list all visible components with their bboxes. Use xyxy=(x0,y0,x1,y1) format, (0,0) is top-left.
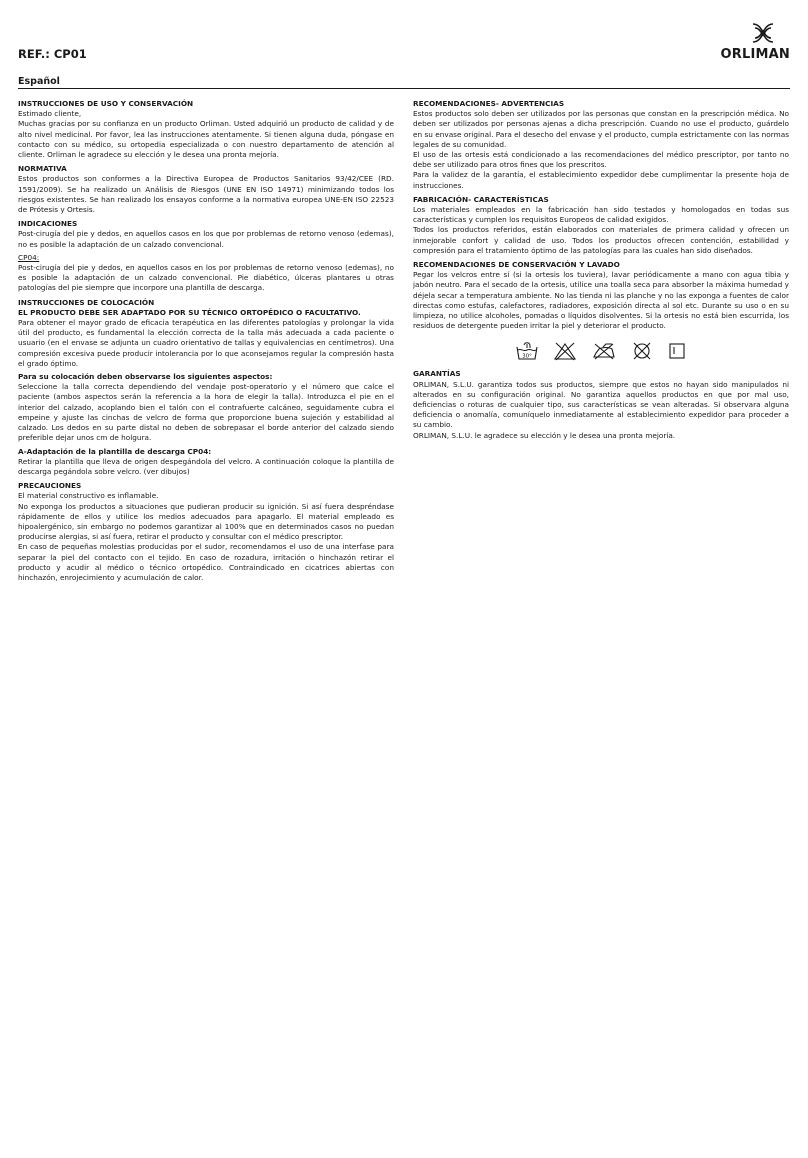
greeting: Estimado cliente, xyxy=(18,109,82,119)
section-title-indicaciones: INDICACIONES xyxy=(18,219,78,229)
section-colocacion xyxy=(18,298,394,477)
wash-temperature: 30° xyxy=(522,353,532,360)
section-title-colocacion: INSTRUCCIONES DE COLOCACIÓN xyxy=(18,297,155,307)
section-title-lavado: RECOMENDACIONES DE CONSERVACIÓN Y LAVADO xyxy=(413,260,620,270)
left-column xyxy=(18,99,394,587)
paragraph-garantias-2: ORLIMAN, S.L.U. le agradece su elección y le desea una pronta mejoría. xyxy=(413,430,676,440)
section-indicaciones xyxy=(18,219,394,293)
paragraph-precauciones-2: No exponga los productos a situaciones que pudieran producir su ignición. Si así fuera despréndase rápidamente de ellos y utilice los medios adecuados para apagarlo. El material empleado es hipoalergénico, sin embargo no podemos garantizar al 100% que en determinados casos no puedan producirse alergias, si así fuera, retirar el producto y consultar con el médico prescriptor. xyxy=(18,501,394,542)
section-title-normativa: NORMATIVA xyxy=(18,164,67,174)
paragraph-fabricacion-1: Los materiales empleados en la fabricación han sido testados y homologados en todas sus características y cumplen los requisitos Europeos de calidad exigidos. xyxy=(413,205,789,225)
section-garantias xyxy=(413,369,789,440)
section-uso xyxy=(18,99,394,160)
section-fabricacion xyxy=(413,195,789,256)
section-title-garantias: GARANTÍAS xyxy=(413,369,461,379)
no-dry-clean-icon xyxy=(631,341,653,361)
colocacion-subtitle: EL PRODUCTO DEBE SER ADAPTADO POR SU TÉCNICO ORTOPÉDICO O FACULTATIVO. xyxy=(18,307,361,317)
paragraph-aspects: Seleccione la talla correcta dependiendo del vendaje post-operatorio y el número que calce el paciente (ambos aspectos serán la referencia a la hora de elegir la talla). Introduzca el pie en el interior del calzado, acoplando bien el talón con el contrafuerte calcáneo, seguidamente cubra el empeine y ajuste las cinchas de velcro de forma que proporcione buena sujeción y estabilidad al calzado. Los dedos en su parte distal no deben de sobrepasar el borde anterior del calzado siendo preferible dejar unos cm de holgura. xyxy=(18,382,394,443)
paragraph-cp04: Post-cirugía del pie y dedos, en aquellos casos en los por problemas de retorno venoso (edemas), no es posible la adaptación de un calzado convencional. Pie diabético, úlceras plantares u otras patologías del pie siempre que incorpore una plantilla de descarga. xyxy=(18,263,394,293)
paragraph-colocacion: Para obtener el mayor grado de eficacia terapéutica en las diferentes patologías y prolongar la vida útil del producto, es fundamental la elección correcta de la talla más adecuada a cada paciente o usuario (en el envase se adjunta un cuadro orientativo de tallas y equivalencias en centímetros). Una compresión excesiva puede producir intolerancia por lo que aconsejamos regular la compresión hasta el grado óptimo. xyxy=(18,318,394,368)
paragraph-adapt: Retirar la plantilla que lleva de origen despegándola del velcro. A continuación coloque la plantilla de descarga pegándola sobre velcro. (ver dibujos) xyxy=(18,456,394,476)
orliman-logo xyxy=(710,22,790,66)
adapt-title: A-Adaptación de la plantilla de descarga CP04: xyxy=(18,446,212,456)
section-lavado xyxy=(413,260,789,361)
paragraph-recomendaciones-3: Para la validez de la garantía, el establecimiento expedidor debe cumplimentar la presente hoja de instrucciones. xyxy=(413,170,789,190)
language-heading: Español xyxy=(18,76,60,87)
orliman-logo-mark-icon xyxy=(750,22,776,44)
paragraph-recomendaciones-2: El uso de las ortesis está condicionado a las recomendaciones del médico prescriptor, por tanto no debe ser utilizado para otros fines que los prescritos. xyxy=(413,150,789,170)
paragraph-fabricacion-2: Todos los productos referidos, están elaborados con materiales de primera calidad y ofrecen un inmejorable confort y calidad de uso. Todos los productos ofrecen contención, estabilidad y compresión para el tratamiento óptimo de las patologías para las cuales han sido diseñados. xyxy=(413,225,789,255)
line-dry-icon xyxy=(667,341,687,361)
reference-code: REF.: CP01 xyxy=(18,47,87,61)
section-precauciones xyxy=(18,481,394,583)
paragraph-precauciones-1: El material constructivo es inflamable. xyxy=(18,491,159,501)
paragraph-recomendaciones-1: Estos productos solo deben ser utilizados por las personas que constan en la prescripción médica. No deben ser utilizados por personas ajenas a dicha prescripción. Cuando no use el producto, guárdelo en su envase original. Para el desecho del envase y el producto, cumpla estrictamente con las normas legales de su comunidad. xyxy=(413,109,789,149)
section-title-recomendaciones: RECOMENDACIONES- ADVERTENCIAS xyxy=(413,99,565,108)
paragraph-precauciones-3: En caso de pequeñas molestias producidas por el sudor, recomendamos el uso de una interfase para separar la piel del contacto con el tejido. En caso de rozadura, irritación o hinchazón retirar el producto y acudir al médico o técnico ortopédico. Contraindicado en cicatrices abiertas con hinchazón, enrojecimiento y acumulación de calor. xyxy=(18,542,394,582)
brand-name: ORLIMAN xyxy=(720,47,790,62)
hand-wash-30-icon xyxy=(515,341,539,361)
paragraph-garantias-1: ORLIMAN, S.L.U. garantiza todos sus productos, siempre que estos no hayan sido manipulados ni alterados en su configuración original. No garantiza aquellos productos en que por mal uso, deficiencias o roturas de cualquier tipo, sus características se vean alteradas. Si observara alguna deficiencia o anomalía, comuníquelo inmediatamente al establecimiento expedidor para proceder a su cambio. xyxy=(413,379,789,430)
header-divider xyxy=(18,88,790,89)
cp04-title: CP04: xyxy=(18,252,40,262)
paragraph-uso: Muchas gracias por su confianza en un producto Orliman. Usted adquirió un producto de calidad y de alto nivel medicinal. Por favor, lea las instrucciones atentamente. Si tienen alguna duda, póngase en contacto con su médico, su ortopedia especializada o con nuestro departamento de atención al cliente. Orliman le agradece su elección y le desea una pronta mejoría. xyxy=(18,119,394,160)
section-normativa xyxy=(18,164,394,215)
section-title-fabricacion: FABRICACIÓN- CARACTERÍSTICAS xyxy=(413,194,549,204)
right-column xyxy=(413,99,789,445)
paragraph-lavado: Pegar los velcros entre sí (si la ortesis los tuviera), lavar periódicamente a mano con agua tibia y jabón neutro. Para el secado de la ortesis, utilice una toalla seca para absorber la máxima humedad y déjela secar a temperatura ambiente. No las tienda ni las planche y no las exponga a fuentes de calor directas como estufas, calefactores, radiadores, exposición directa al sol etc. Durante su uso o en su limpieza, no utilice alcoholes, pomadas o líquidos disolventes. Si la ortesis no está bien escurrida, los residuos de detergente pueden irritar la piel y deteriorar el producto. xyxy=(413,270,789,331)
paragraph-indicaciones: Post-cirugía del pie y dedos, en aquellos casos en los que por problemas de retorno venoso (edemas), no es posible la adaptación de un calzado convencional. xyxy=(18,229,394,249)
section-recomendaciones xyxy=(413,99,789,191)
no-iron-icon xyxy=(591,341,617,361)
section-title-precauciones: PRECAUCIONES xyxy=(18,481,82,491)
no-bleach-icon xyxy=(553,341,577,361)
section-title-uso: INSTRUCCIONES DE USO Y CONSERVACIÓN xyxy=(18,99,194,108)
aspects-title: Para su colocación deben observarse los siguientes aspectos: xyxy=(18,372,273,382)
care-symbols xyxy=(413,341,789,361)
paragraph-normativa: Estos productos son conformes a la Directiva Europea de Productos Sanitarios 93/42/CEE (RD. 1591/2009). Se ha realizado un Análisis de Riesgos (UNE EN ISO 14971) minimizando todos los riesgos existentes. Se han realizado los ensayos conforme a la normativa europea UNE-EN ISO 22523 de Prótesis y Ortesis. xyxy=(18,174,394,215)
